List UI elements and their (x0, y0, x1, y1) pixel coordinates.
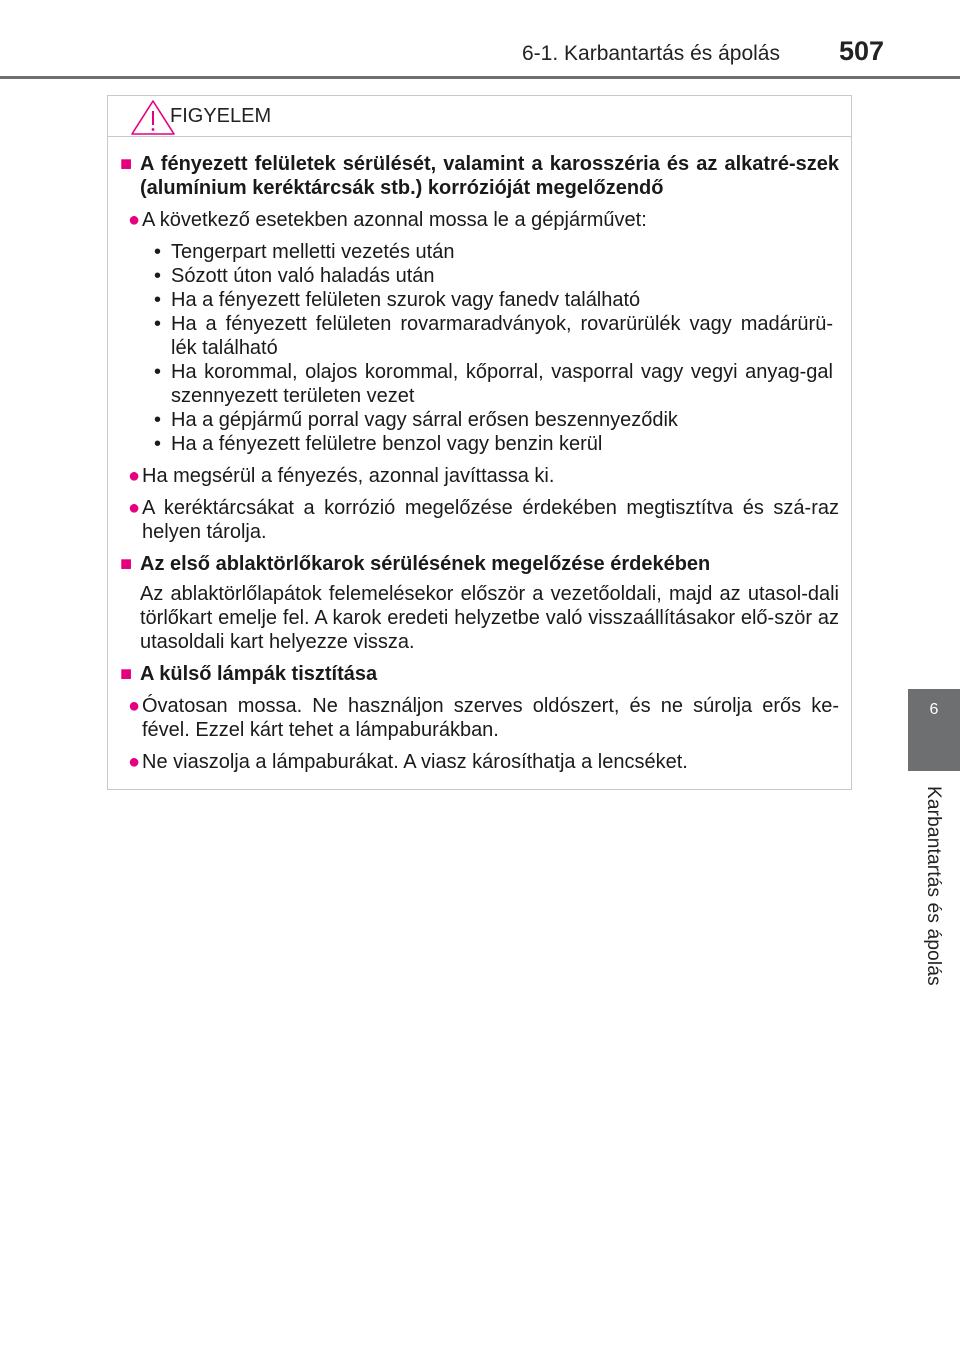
section-paint-protection (120, 152, 839, 544)
section-title: A fényezett felületek sérülését, valamint a karosszéria és az alkatré-szek (alumínium keréktárcsák stb.) korrózióját megelőzendő (140, 153, 839, 199)
square-bullet-icon: ■ (120, 153, 133, 175)
list-item: • Ha a fényezett felületen szurok vagy fanedv található (154, 289, 641, 311)
list-item: • Ha a fényezett felületen rovarmaradványok, rovarürülék vagy madárürü-lék található (154, 313, 833, 359)
chapter-number: 6 (929, 701, 939, 718)
list-item: • Tengerpart melletti vezetés után (154, 241, 455, 263)
list-item: • Ha a fényezett felületre benzol vagy benzin kerül (154, 433, 603, 455)
list-item: ● Ne viaszolja a lámpaburákat. A viasz károsíthatja a lencséket. (128, 751, 688, 773)
circle-bullet-icon: ● (128, 465, 141, 487)
header-rule (0, 76, 960, 79)
page-number: 507 (838, 36, 884, 66)
circle-bullet-icon: ● (128, 497, 141, 519)
circle-bullet-icon: ● (128, 209, 141, 231)
list-item: • Sózott úton való haladás után (154, 265, 435, 287)
section-wiper-arms (120, 552, 839, 654)
caution-content (108, 137, 851, 774)
circle-bullet-icon: ● (128, 695, 141, 717)
list-item: ● Óvatosan mossa. Ne használjon szerves oldószert, és ne súrolja erős ke-fével. Ezzel kárt tehet a lámpaburákban. (128, 695, 839, 741)
section-title: Az első ablaktörlőkarok sérülésének megelőzése érdekében (140, 553, 711, 575)
list-item: ● Ha megsérül a fényezés, azonnal javíttassa ki. (128, 465, 555, 487)
caution-title: FIGYELEM (170, 105, 272, 127)
list-item: • Ha a gépjármű porral vagy sárral erősen beszennyeződik (154, 409, 678, 431)
section-exterior-lamps (120, 662, 839, 774)
list-item: • Ha korommal, olajos korommal, kőporral, vasporral vagy vegyi anyag-gal szennyezett területen vezet (154, 361, 833, 407)
section-title: 6-1. Karbantartás és ápolás (522, 42, 780, 65)
list-item: ● A keréktárcsákat a korrózió megelőzése érdekében megtisztítva és szá-raz helyen tárolja. (128, 497, 839, 543)
list-item: ● A következő esetekben azonnal mossa le a gépjárművet: (128, 209, 647, 231)
section-title: A külső lámpák tisztítása (140, 663, 378, 685)
section-body: Az ablaktörlőlapátok felemelésekor először a vezetőoldali, majd az utasol-dali törlőkart emelje fel. A karok eredeti helyzetbe való visszaállításakor elő-ször az utasoldali kart helyezze vissza. (140, 583, 839, 653)
chapter-tab (908, 689, 960, 771)
condition-list (120, 240, 839, 456)
square-bullet-icon: ■ (120, 553, 133, 575)
circle-bullet-icon: ● (128, 751, 141, 773)
caution-box (107, 95, 852, 790)
square-bullet-icon: ■ (120, 663, 133, 685)
chapter-label: Karbantartás és ápolás (923, 786, 944, 986)
caution-header (108, 96, 851, 137)
